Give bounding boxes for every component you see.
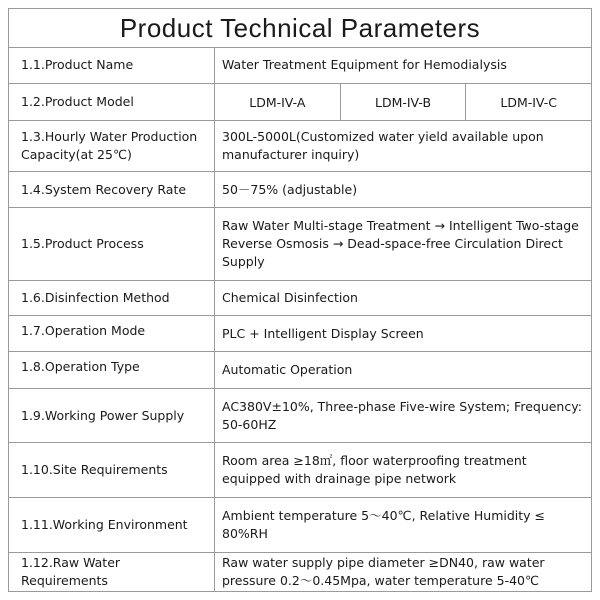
row-water-production (9, 121, 591, 172)
model-cell: LDM-IV-C (500, 94, 557, 110)
row-working-environment (9, 498, 591, 553)
row-product-process (9, 208, 591, 281)
row-label: 1.5.Product Process (9, 208, 215, 280)
row-value: 50－75% (adjustable) (222, 181, 358, 197)
row-label: 1.2.Product Model (9, 84, 215, 120)
row-label: 1.7.Operation Mode (9, 316, 215, 351)
parameters-table (8, 8, 592, 592)
row-product-name (9, 47, 591, 84)
row-value: AC380V±10%, Three-phase Five-wire System; Frequency: 50-60HZ (222, 398, 582, 432)
row-value: Automatic Operation (222, 362, 353, 377)
row-label: 1.12.Raw Water Requirements (9, 553, 215, 591)
table-title: Product Technical Parameters (9, 9, 591, 48)
row-disinfection-method (9, 281, 591, 316)
row-value: Raw Water Multi-stage Treatment → Intelligent Two-stage Reverse Osmosis → Dead-space-free Circulation Direct Supply (222, 218, 579, 269)
row-label: 1.10.Site Requirements (9, 443, 215, 497)
row-operation-mode (9, 316, 591, 352)
row-label: 1.6.Disinfection Method (9, 281, 215, 315)
row-label: 1.9.Working Power Supply (9, 389, 215, 442)
model-cell: LDM-IV-A (215, 84, 341, 120)
row-value: Water Treatment Equipment for Hemodialysis (222, 57, 507, 72)
row-raw-water-requirements (9, 553, 591, 591)
row-label: 1.8.Operation Type (9, 352, 215, 388)
row-value: Room area ≥18㎡, floor waterproofing treatment equipped with drainage pipe network (222, 453, 527, 486)
row-value: Ambient temperature 5～40℃, Relative Humidity ≤ 80%RH (222, 508, 546, 541)
row-label: 1.4.System Recovery Rate (9, 172, 215, 207)
row-label: 1.1.Product Name (9, 47, 215, 83)
row-label: 1.3.Hourly Water Production Capacity(at 25℃) (9, 121, 215, 171)
row-value: Chemical Disinfection (222, 290, 358, 305)
row-recovery-rate (9, 172, 591, 208)
row-value: PLC + Intelligent Display Screen (222, 325, 424, 341)
row-power-supply (9, 389, 591, 443)
row-operation-type (9, 352, 591, 389)
model-cell: LDM-IV-B (341, 84, 467, 120)
row-label: 1.11.Working Environment (9, 498, 215, 552)
row-value: Raw water supply pipe diameter ≥DN40, raw water pressure 0.2～0.45Mpa, water temperature 5-40℃ (222, 555, 545, 588)
row-site-requirements (9, 443, 591, 498)
row-product-model (9, 84, 591, 121)
row-value: 300L-5000L(Customized water yield available upon manufacturer inquiry) (222, 129, 544, 162)
model-cells (215, 84, 591, 120)
